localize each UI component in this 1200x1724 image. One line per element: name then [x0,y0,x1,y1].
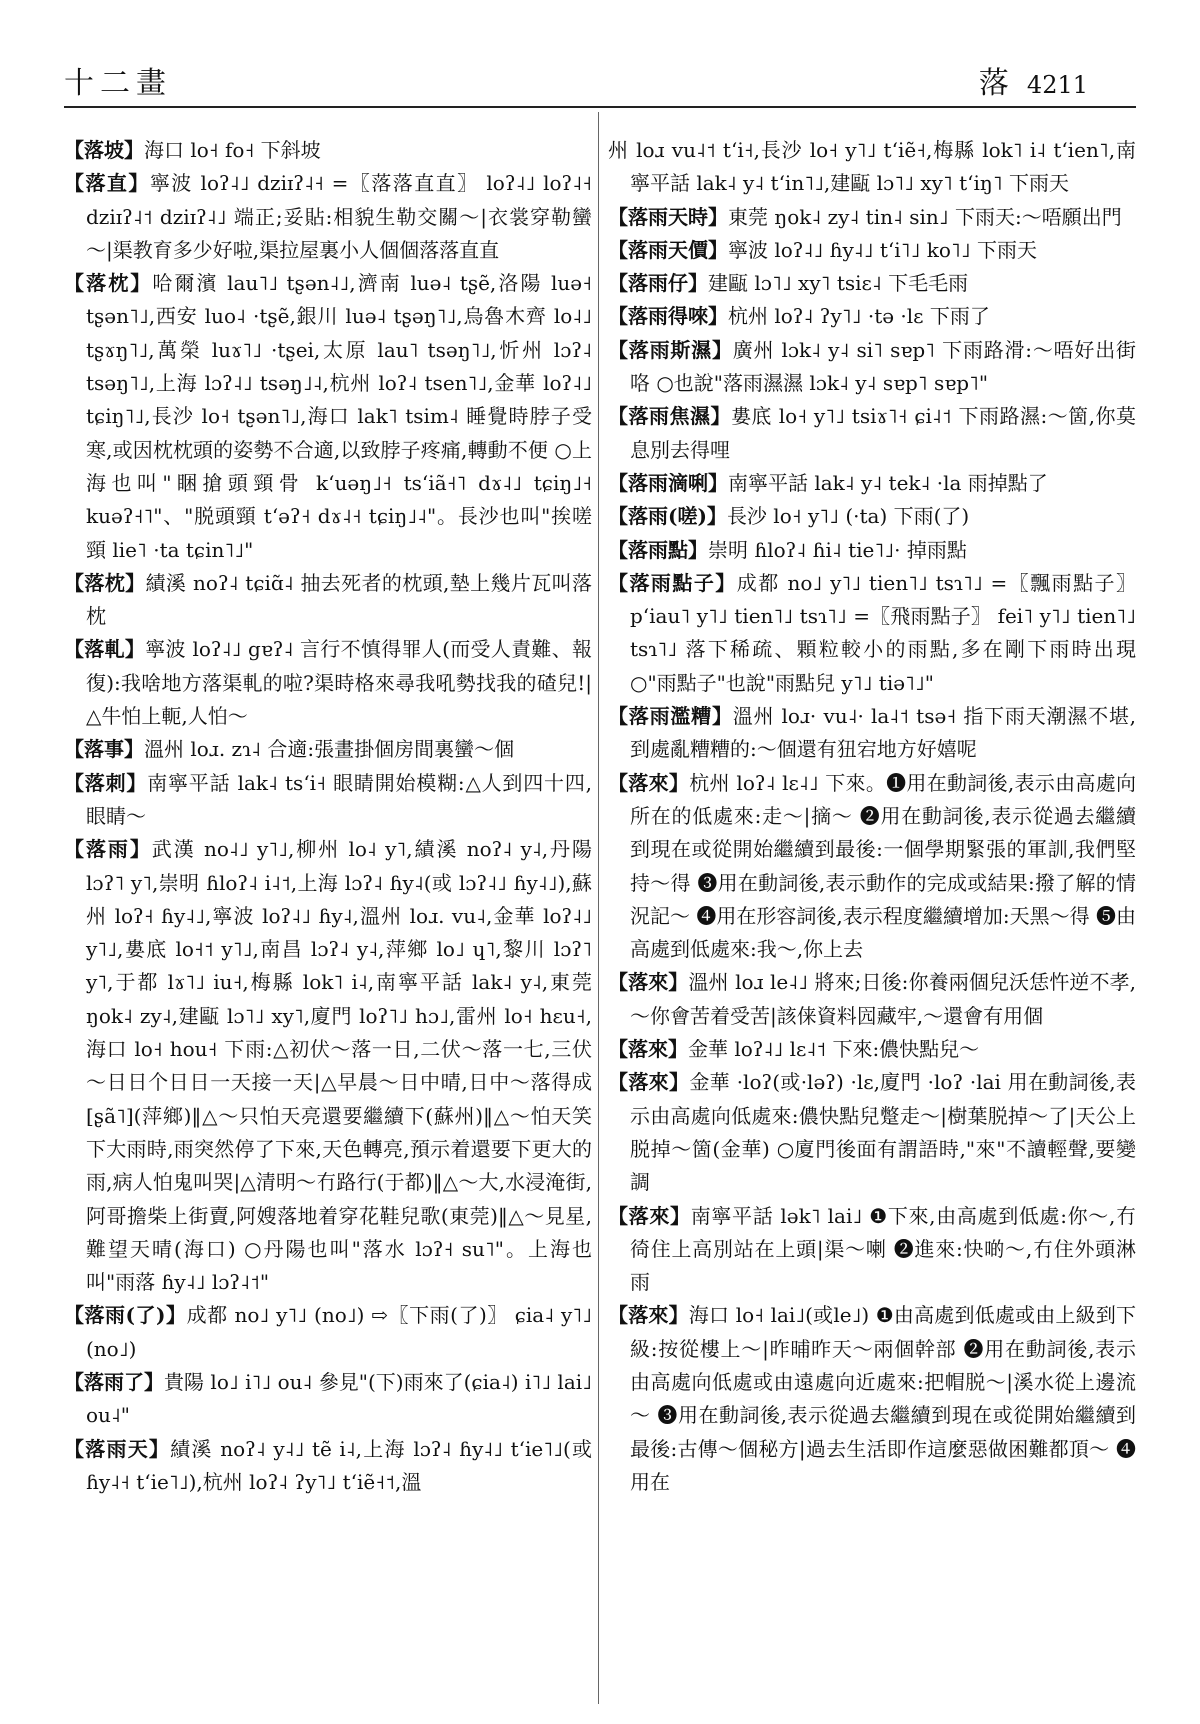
dictionary-entry [64,1433,592,1500]
dictionary-entry [608,767,1136,967]
right-column [608,134,1136,1704]
entry-body: 金華 loʔ˨˩ lɛ˨˦ 下來:儂快點兒～ [688,1037,980,1062]
dictionary-entry [608,700,1136,767]
entry-body: 廣州 lɔk˨ y˨ si˥ sɐp˥ 下雨路滑:～唔好出街咯 ○也說"落雨濕濕 lɔk˨ y˨ sɐp˥ sɐp˥" [630,337,1136,396]
entry-headword: 【落坡】 [64,138,144,162]
entry-body: 寧波 loʔ˨˩ dziɪʔ˨˧ =〖落落直直〗 loʔ˨˩ loʔ˨˧ dziɪʔ˨˦ dziɪʔ˨˩ 端正;妥貼:相貌生勒交關～|衣裳穿勒蠻～|渠教育多少好啦,渠拉屋裏小人個個落落直直 [86,171,592,262]
entry-headword: 【落雨仔】 [608,271,708,296]
header-rule [64,106,1136,108]
dictionary-entry [608,966,1136,1033]
entry-body: 寧波 loʔ˨˩ ɦy˨˩ tʻi˥˩ ko˥˩ 下雨天 [728,237,1037,262]
entry-body: 南寧平話 lək˥ lai˩ ❶下來,由高處到低處:你～,冇徛住上高別站在上頭|渠～喇 ❷進來:快啲～,冇住外頭淋雨 [630,1203,1136,1295]
dictionary-entry [608,300,1136,333]
entry-headword: 【落雨(嗟)】 [608,504,727,529]
entry-body: 婁底 lo˧ y˥˩ tsiɤ˥˧ ɕi˨˦ 下雨路濕:～箇,你莫息別去得哩 [630,404,1136,462]
dictionary-entry [608,201,1136,234]
dictionary-entry [64,633,592,733]
entry-headword: 【落雨斯濕】 [608,337,733,362]
entry-body: 金華 ·loʔ(或·ləʔ) ·lɛ,廈門 ·loʔ ·lai 用在動詞後,表示由高處向低處來:儂快點兒蹩走～|樹葉脱掉～了|天公上脱掉～箇(金華) ○廈門後面有謂語時,"來"不讀輕聲,要變調 [630,1070,1136,1195]
entry-headword: 【落雨了】 [64,1369,165,1394]
dictionary-entry [608,500,1136,533]
dictionary-entry [608,534,1136,567]
entry-body: 長沙 lo˧ y˥˩ (·ta) 下雨(了) [726,504,970,529]
entry-body: 溫州 loɹ. zɿ˨ 合適:張畫掛個房間裏蠻～個 [144,737,515,762]
section-label: 十二畫 [64,66,172,101]
entry-headword: 【落雨焦濕】 [608,404,731,429]
dictionary-entry [64,833,592,1299]
entry-headword: 【落直】 [64,171,150,196]
dictionary-entry [608,1066,1136,1199]
dictionary-entry [608,1200,1136,1300]
entry-body: 績溪 noʔ˨ tɕiɑ̃˨ 抽去死者的枕頭,墊上幾片瓦叫落枕 [86,570,592,629]
dictionary-entry [64,1366,592,1433]
dictionary-entry [608,234,1136,267]
entry-body: 南寧平話 lak˨ tsʻi˧ 眼睛開始模糊:△人到四十四,眼睛～ [86,770,592,828]
entry-body: 州 loɹ vu˨˦ tʻi˧,長沙 lo˧ y˥˩ tʻiẽ˧,梅縣 lok˥ i˨ tʻien˥,南寧平話 lak˨ y˨ tʻin˥˩,建甌 lɔ˥˩ xy˥ tʻiŋ˥ 下雨天 [608,138,1136,196]
entry-headword: 【落來】 [608,1070,690,1095]
entry-headword: 【落枕】 [64,271,153,296]
entry-headword: 【落雨濫糟】 [608,704,733,729]
dictionary-entry [608,1299,1136,1499]
entry-body: 成都 no˩ y˥˩ tien˥˩ tsɿ˥˩ =〖飄雨點子〗 pʻiau˥ y˥˩ tien˥˩ tsɿ˥˩ =〖飛雨點子〗 fei˥ y˥˩ tien˥˩ tsɿ˥˩ 落下稀疏、顆粒較小的雨點,多在剛下雨時出現 ○"雨點子"也說"雨點兒 y˥˩ tiə˥˩" [630,570,1136,695]
entry-headword: 【落雨點子】 [608,570,737,595]
entry-headword: 【落軋】 [64,637,146,662]
entry-headword: 【落雨天價】 [608,237,728,262]
entry-headword: 【落枕】 [64,570,146,595]
dictionary-entry [608,267,1136,300]
dictionary-entry [608,334,1136,401]
entry-headword: 【落雨得唻】 [608,304,728,329]
dictionary-entry [608,567,1136,700]
entry-body: 崇明 ɦloʔ˨ ɦi˨ tie˥˩· 掉雨點 [708,537,967,562]
dictionary-entry [64,733,592,766]
entry-body: 海口 lo˧ fo˧ 下斜坡 [144,138,321,162]
entry-body: 貴陽 lo˩ i˥˩ ou˨ 參見"(下)雨來了(ɕia˨) i˥˩ lai˩ ou˨" [86,1369,592,1428]
entry-body: 海口 lo˧ lai˩(或le˩) ❶由高處到低處或由上級到下級:按從樓上～|昨晡昨天～兩個幹部 ❷用在動詞後,表示由高處向低處或由遠處向近處來:把帽脱～|溪水從上邊流～ ❸用在動詞後,表示從過去繼續到現在或從開始繼續到最後:古傳～個秘方|過去生活即作這麼惡做困難都頂～ ❹用在 [630,1303,1136,1494]
dictionary-entry [64,167,592,267]
page-header-right [979,58,1088,102]
entry-headword: 【落事】 [64,737,144,762]
entry-headword: 【落來】 [608,1037,688,1062]
entry-headword: 【落來】 [608,770,690,795]
entry-body: 東莞 ŋok˨ zy˨ tin˨ sin˩ 下雨天:～唔願出門 [728,204,1122,229]
entry-headword: 【落雨點】 [608,537,708,562]
entry-body: 績溪 noʔ˨ y˨˩ tẽ i˨,上海 lɔʔ˨ ɦy˨˩ tʻie˥˩(或 ɦy˨˧ tʻie˥˩),杭州 loʔ˨ ʔy˥˩ tʻiẽ˧˦,溫 [86,1436,592,1494]
left-column [64,134,592,1704]
entry-body: 溫州 loɹ· vu˨· la˨˦ tsə˧ 指下雨天潮濕不堪,到處亂糟糟的:～個還有狃宕地方好嬉呢 [630,704,1136,762]
dictionary-entry [64,567,592,634]
entry-body: 杭州 loʔ˨ lɛ˨˩ 下來。❶用在動詞後,表示由高處向所在的低處來:走～|摘～ ❷用在動詞後,表示從過去繼續到現在或從開始繼續到最後:一個學期緊張的軍訓,我們堅持～得 ❸用在動詞後,表示動作的完成或結果:撥了解的情況記～ ❹用在形容詞後,表示程度繼續增加:天黑～得 ❺由高處到低處來:我～,你上去 [630,770,1136,962]
entry-headword: 【落來】 [608,1203,691,1228]
entry-body: 建甌 lɔ˥˩ xy˥ tsiɛ˨ 下毛毛雨 [708,271,969,296]
entry-headword: 【落刺】 [64,770,148,795]
column-divider [598,112,599,1704]
dictionary-entry [608,400,1136,467]
entry-headword: 【落雨】 [64,837,152,862]
dictionary-entry [64,134,592,167]
dictionary-entry [608,1033,1136,1066]
entry-headword: 【落雨天】 [64,1436,171,1461]
entry-headword: 【落雨(了)】 [64,1303,187,1328]
entry-headword: 【落雨天時】 [608,204,728,229]
entry-body: 溫州 loɹ le˨˩ 將來;日後:你養兩個兒沃恁忤逆不孝,～你會苦着受苦|該俫資料囥藏牢,～還會有用個 [630,970,1136,1028]
dictionary-entry [64,267,592,567]
dictionary-entry [608,467,1136,500]
entry-body: 寧波 loʔ˨˩ gɐʔ˨ 言行不慎得罪人(而受人責難、報復):我啥地方落渠軋的啦?渠時格來尋我吼勢找我的碴兒!|△牛怕上軛,人怕～ [86,637,592,729]
dictionary-entry [64,1299,592,1366]
entry-body: 南寧平話 lak˨ y˨ tek˨ ·la 雨掉點了 [728,470,1048,495]
entry-headword: 【落來】 [608,970,689,995]
entry-headword: 【落來】 [608,1303,689,1328]
entry-body: 武漢 no˨˩ y˥˩,柳州 lo˨ y˥,績溪 noʔ˨ y˨,丹陽 lɔʔ˥ y˥,崇明 ɦloʔ˨ i˨˦,上海 lɔʔ˨ ɦy˨(或 lɔʔ˨˩ ɦy˨˩),蘇州 loʔ˧ ɦy˨˩,寧波 loʔ˨˩ ɦy˨,溫州 loɹ. vu˨,金華 loʔ˨˩ y˥˩,婁底 lo˧˦ y˥˩,南昌 lɔʔ˨ y˨,萍鄉 lo˩ ɥ˥,黎川 lɔʔ˥ y˥,于都 lɤ˥˩ iu˧,梅縣 lok˥ i˨,南寧平話 lak˨ y˨,東莞 ŋok˨ zy˨,建甌 lɔ˥˩ xy˥,廈門 loʔ˥˩ hɔ˩,雷州 lo˧ hɛu˧,海口 lo˧ hou˧ 下雨:△初伏～落一日,二伏～落一七,三伏～日日个日日一天接一天|△早晨～日中晴,日中～落得成[ʂã˥](萍鄉)‖△～只怕天亮還要繼續下(蘇州)‖△～怕天笑下大雨時,雨突然停了下來,天色轉亮,預示着還要下更大的雨,病人怕鬼叫哭|△清明～冇路行(于都)‖△～大,水浸淹街,阿哥擔柴上街賣,阿嫂落地着穿花鞋兒歌(東莞)‖△～見星,難望天晴(海口) ○丹陽也叫"落水 lɔʔ˧ su˥"。上海也叫"雨落 ɦy˨˩ lɔʔ˨˦" [86,837,592,1295]
entry-body: 成都 no˩ y˥˩ (no˩) ⇨〖下雨(了)〗 ɕia˨ y˥˩ (no˩) [86,1303,592,1361]
dictionary-entry [608,134,1136,201]
dictionary-entry [64,767,592,834]
header-character: 落 [978,66,1009,101]
page-number: 4211 [1026,71,1088,99]
entry-body: 哈爾濱 lau˥˩ tʂən˨˩,濟南 luə˨ tʂẽ,洛陽 luə˧ tʂən˥˩,西安 luo˨ ·tʂẽ,銀川 luə˨ tʂəŋ˥˩,烏魯木齊 lo˨˩ tʂɤŋ˥˩,萬榮 luɤ˥˩ ·tʂei,太原 lau˥ tsəŋ˥˩,忻州 lɔʔ˨ tsəŋ˥˩,上海 lɔʔ˨˩ tsəŋ˩˨,杭州 loʔ˨ tsen˥˩,金華 loʔ˨˩ tɕiŋ˥˩,長沙 lo˧ tʂən˥˩,海口 lak˥ tsim˨ 睡覺時脖子受寒,或因枕枕頭的姿勢不合適,以致脖子疼痛,轉動不便 ○上海也叫"睏搶頭頸骨 kʻuəŋ˩˧ tsʻiã˧˥ dɤ˨˩ tɕiŋ˩˧ kuəʔ˧˥"、"脱頭頸 tʻəʔ˧ dɤ˨˧ tɕiŋ˩˨"。長沙也叫"挨嗟頸 lie˥ ·ta tɕin˥˩" [86,271,592,562]
entry-headword: 【落雨滴唎】 [608,470,728,495]
entry-body: 杭州 loʔ˨ ʔy˥˩ ·tə ·lɛ 下雨了 [728,304,990,329]
